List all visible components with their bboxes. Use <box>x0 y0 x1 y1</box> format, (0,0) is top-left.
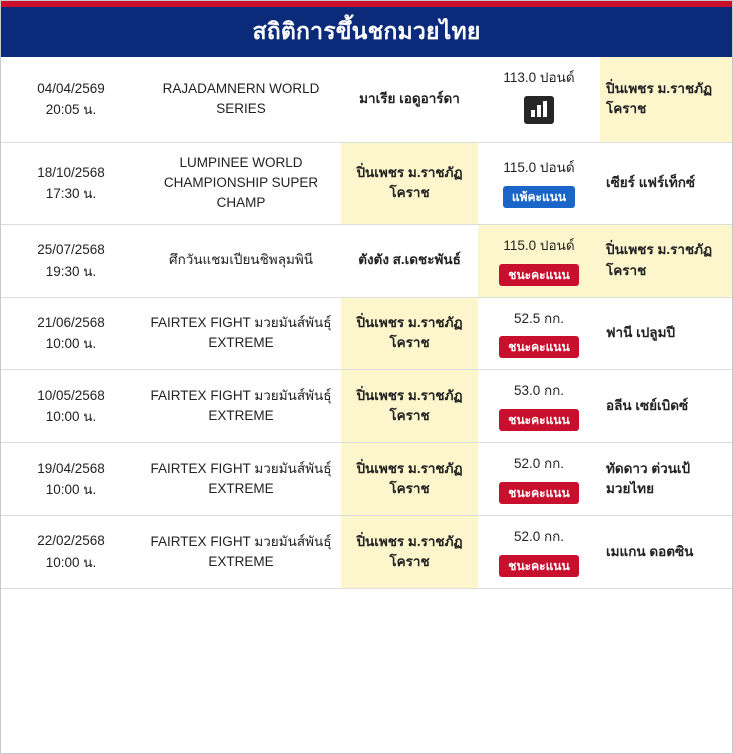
event-name: LUMPINEE WORLD CHAMPIONSHIP SUPER CHAMP <box>163 154 319 211</box>
table-row[interactable] <box>1 516 733 589</box>
fighter-name[interactable]: ตังตัง ส.เดชะพันธ์ <box>358 252 461 268</box>
opponent-name[interactable]: ปิ่นเพชร ม.ราชภัฏโคราช <box>600 57 733 142</box>
fighter-name[interactable]: ปิ่นเพชร ม.ราชภัฏโคราช <box>341 297 478 370</box>
fight-date: 04/04/2569 <box>37 80 105 96</box>
fight-time: 19:30 น. <box>45 263 97 279</box>
weight-value: 115.0 ปอนด์ <box>503 160 575 176</box>
weight-result-cell <box>478 224 600 297</box>
result-badge[interactable]: แพ้คะแนน <box>503 186 575 208</box>
opponent-name[interactable]: ฟานี เปลูมปี <box>606 325 676 341</box>
opponent-name[interactable]: เมแกน ดอตซิน <box>606 543 694 559</box>
fight-time: 10:00 น. <box>45 482 97 498</box>
weight-value: 52.5 กก. <box>513 310 565 326</box>
fight-date: 10/05/2568 <box>37 387 105 403</box>
event-name: FAIRTEX FIGHT มวยมันส์พันธุ์ EXTREME <box>150 460 332 497</box>
result-badge[interactable]: ชนะคะแนน <box>499 555 578 577</box>
result-badge[interactable]: ชนะคะแนน <box>499 336 578 358</box>
fight-date-cell <box>1 370 141 443</box>
fight-date-cell <box>1 224 141 297</box>
fight-date-cell <box>1 297 141 370</box>
fight-date: 18/10/2568 <box>37 164 105 180</box>
opponent-name[interactable]: ทัดดาว ต่วนเป้มวยไทย <box>606 460 691 497</box>
weight-value: 115.0 ปอนด์ <box>503 237 575 253</box>
event-name: FAIRTEX FIGHT มวยมันส์พันธุ์ EXTREME <box>150 388 332 424</box>
opponent-name[interactable]: อลีน เซย์เบิดซ์ <box>606 398 689 414</box>
fight-date-cell <box>1 57 141 142</box>
table-row[interactable] <box>1 224 733 297</box>
fight-date-cell <box>1 443 141 516</box>
fight-stats-body <box>1 57 733 589</box>
fight-time: 10:00 น. <box>45 409 97 425</box>
table-row[interactable] <box>1 370 733 443</box>
fighter-name[interactable]: มาเรีย เอดูอาร์ดา <box>359 91 460 107</box>
fight-date: 22/02/2568 <box>37 533 105 549</box>
fighter-name[interactable]: ปิ่นเพชร ม.ราชภัฏโคราช <box>341 443 478 516</box>
fight-time: 17:30 น. <box>45 186 97 202</box>
table-row[interactable] <box>1 297 733 370</box>
result-badge[interactable]: ชนะคะแนน <box>499 264 578 286</box>
event-name: RAJADAMNERN WORLD SERIES <box>162 81 320 117</box>
fight-date: 21/06/2568 <box>37 314 105 330</box>
weight-value: 113.0 ปอนด์ <box>503 70 575 85</box>
fight-time: 10:00 น. <box>45 555 97 571</box>
fighter-name[interactable]: ปิ่นเพชร ม.ราชภัฏโคราช <box>341 142 478 224</box>
fighter-name[interactable]: ปิ่นเพชร ม.ราชภัฏโคราช <box>341 370 478 443</box>
fight-date: 25/07/2568 <box>37 241 105 257</box>
weight-result-cell <box>478 443 600 516</box>
weight-result-cell <box>478 57 600 142</box>
fighter-name[interactable]: ปิ่นเพชร ม.ราชภัฏโคราช <box>341 516 478 589</box>
opponent-name[interactable]: ปิ่นเพชร ม.ราชภัฏโคราช <box>600 224 733 297</box>
weight-result-cell <box>478 516 600 589</box>
table-row[interactable] <box>1 57 733 142</box>
event-name: FAIRTEX FIGHT มวยมันส์พันธุ์ EXTREME <box>150 315 332 351</box>
weight-value: 53.0 กก. <box>513 383 565 399</box>
weight-value: 52.0 กก. <box>513 529 565 545</box>
weight-result-cell <box>478 142 600 224</box>
event-name: FAIRTEX FIGHT มวยมันส์พันธุ์ EXTREME <box>150 533 332 570</box>
weight-result-cell <box>478 297 600 370</box>
fight-date: 19/04/2568 <box>37 460 105 476</box>
fight-date-cell <box>1 142 141 224</box>
result-badge[interactable]: ชนะคะแนน <box>499 482 578 504</box>
event-name: ศึกวันแชมเปียนชิพลุมพินี <box>169 252 313 268</box>
weight-value: 52.0 กก. <box>513 456 565 472</box>
table-row[interactable] <box>1 443 733 516</box>
result-badge[interactable]: ชนะคะแนน <box>499 409 578 431</box>
table-row[interactable] <box>1 142 733 224</box>
fight-date-cell <box>1 516 141 589</box>
weight-result-cell <box>478 370 600 443</box>
page-title: สถิติการขึ้นชกมวยไทย <box>1 7 732 57</box>
bar-chart-icon[interactable] <box>524 96 554 124</box>
fight-time: 20:05 น. <box>45 102 97 118</box>
fight-time: 10:00 น. <box>45 336 97 352</box>
fight-stats-table <box>1 57 733 589</box>
opponent-name[interactable]: เซียร์ แฟร์เท็กซ์ <box>606 175 696 191</box>
